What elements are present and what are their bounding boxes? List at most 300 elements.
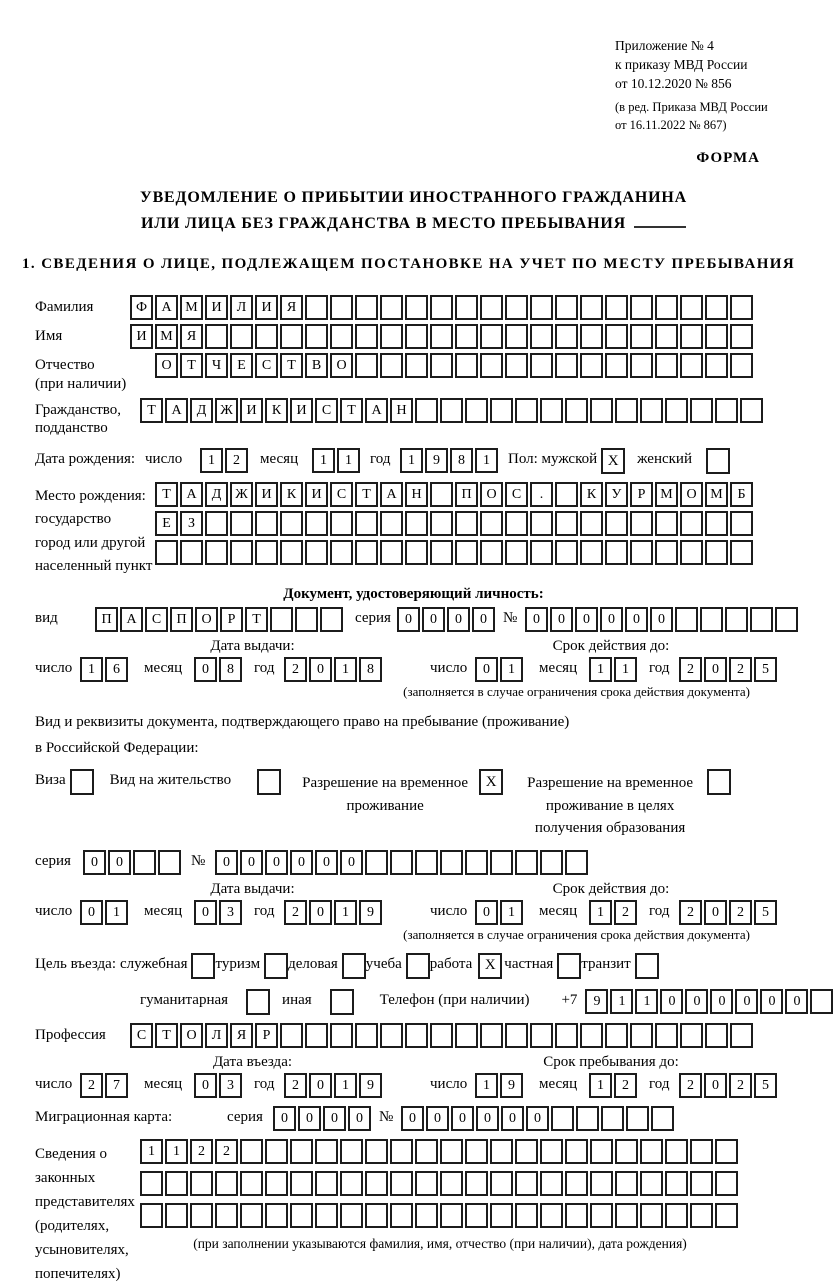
char-cell[interactable] [605,295,628,320]
char-cell[interactable] [680,1023,703,1048]
char-cell[interactable] [340,1203,363,1228]
char-cell[interactable] [295,607,318,632]
char-cell[interactable] [305,295,328,320]
char-cell[interactable]: 2 [284,900,307,925]
char-cell[interactable]: С [145,607,168,632]
char-cell[interactable] [730,511,753,536]
char-cell[interactable] [665,1171,688,1196]
char-cell[interactable] [640,1139,663,1164]
char-cell[interactable]: 0 [273,1106,296,1131]
char-cell[interactable]: К [580,482,603,507]
char-cell[interactable]: Р [630,482,653,507]
char-cell[interactable] [405,540,428,565]
char-cell[interactable] [655,295,678,320]
char-cell[interactable]: 0 [340,850,363,875]
char-cell[interactable]: 0 [685,989,708,1014]
char-cell[interactable] [665,398,688,423]
char-cell[interactable] [355,324,378,349]
char-cell[interactable] [320,607,343,632]
char-cell[interactable]: Т [280,353,303,378]
char-cell[interactable] [455,540,478,565]
char-cell[interactable]: 0 [194,657,217,682]
char-cell[interactable] [465,1171,488,1196]
char-cell[interactable]: 0 [575,607,598,632]
char-cell[interactable] [158,850,181,875]
char-cell[interactable]: 0 [660,989,683,1014]
char-cell[interactable] [540,1171,563,1196]
char-cell[interactable]: 0 [397,607,420,632]
char-cell[interactable] [505,324,528,349]
char-cell[interactable] [490,398,513,423]
char-cell[interactable] [590,1203,613,1228]
char-cell[interactable] [530,1023,553,1048]
purpose-humanitarian-checkbox[interactable] [246,989,270,1015]
char-cell[interactable]: . [530,482,553,507]
char-cell[interactable] [240,1139,263,1164]
char-cell[interactable] [626,1106,649,1131]
char-cell[interactable]: А [365,398,388,423]
temp-residence-education-checkbox[interactable] [707,769,731,795]
char-cell[interactable] [430,482,453,507]
char-cell[interactable] [455,353,478,378]
char-cell[interactable] [555,1023,578,1048]
char-cell[interactable] [505,1023,528,1048]
char-cell[interactable] [540,1139,563,1164]
char-cell[interactable]: 0 [323,1106,346,1131]
residence-permit-checkbox[interactable] [257,769,281,795]
char-cell[interactable] [240,1171,263,1196]
char-cell[interactable] [140,1203,163,1228]
char-cell[interactable]: 2 [225,448,248,473]
char-cell[interactable] [540,398,563,423]
char-cell[interactable]: 8 [359,657,382,682]
char-cell[interactable] [630,353,653,378]
char-cell[interactable]: И [240,398,263,423]
char-cell[interactable] [590,1171,613,1196]
char-cell[interactable] [155,540,178,565]
char-cell[interactable] [655,324,678,349]
char-cell[interactable]: 1 [475,448,498,473]
char-cell[interactable] [680,295,703,320]
char-cell[interactable] [705,1023,728,1048]
char-cell[interactable] [665,1203,688,1228]
char-cell[interactable] [705,353,728,378]
char-cell[interactable]: М [705,482,728,507]
char-cell[interactable] [430,353,453,378]
char-cell[interactable]: С [330,482,353,507]
char-cell[interactable]: 0 [298,1106,321,1131]
char-cell[interactable]: 1 [589,900,612,925]
char-cell[interactable]: 1 [105,900,128,925]
char-cell[interactable]: 0 [80,900,103,925]
char-cell[interactable]: Т [180,353,203,378]
char-cell[interactable]: С [255,353,278,378]
char-cell[interactable] [140,1171,163,1196]
char-cell[interactable] [380,353,403,378]
char-cell[interactable] [690,1139,713,1164]
char-cell[interactable] [305,540,328,565]
char-cell[interactable] [810,989,833,1014]
char-cell[interactable] [440,850,463,875]
char-cell[interactable]: 1 [312,448,335,473]
char-cell[interactable]: 0 [309,1073,332,1098]
char-cell[interactable]: 1 [334,1073,357,1098]
char-cell[interactable]: 9 [359,1073,382,1098]
purpose-study-checkbox[interactable] [406,953,430,979]
char-cell[interactable] [405,1023,428,1048]
char-cell[interactable] [340,1171,363,1196]
char-cell[interactable]: Ж [230,482,253,507]
char-cell[interactable] [290,1171,313,1196]
char-cell[interactable] [490,850,513,875]
char-cell[interactable] [265,1203,288,1228]
char-cell[interactable]: 1 [614,657,637,682]
char-cell[interactable] [750,607,773,632]
purpose-tourism-checkbox[interactable] [264,953,288,979]
char-cell[interactable]: 1 [334,657,357,682]
char-cell[interactable] [655,540,678,565]
char-cell[interactable]: 1 [337,448,360,473]
char-cell[interactable] [651,1106,674,1131]
char-cell[interactable]: 0 [625,607,648,632]
char-cell[interactable] [215,1171,238,1196]
char-cell[interactable] [380,511,403,536]
char-cell[interactable]: 9 [359,900,382,925]
char-cell[interactable] [530,353,553,378]
char-cell[interactable] [540,850,563,875]
char-cell[interactable] [415,398,438,423]
char-cell[interactable]: К [265,398,288,423]
char-cell[interactable] [390,1139,413,1164]
char-cell[interactable]: 3 [219,900,242,925]
char-cell[interactable] [315,1139,338,1164]
char-cell[interactable]: 0 [309,900,332,925]
char-cell[interactable]: Д [190,398,213,423]
char-cell[interactable]: А [380,482,403,507]
char-cell[interactable]: О [330,353,353,378]
char-cell[interactable] [630,511,653,536]
char-cell[interactable]: Т [245,607,268,632]
char-cell[interactable] [455,324,478,349]
purpose-other-checkbox[interactable] [330,989,354,1015]
char-cell[interactable]: О [180,1023,203,1048]
char-cell[interactable] [615,1171,638,1196]
char-cell[interactable] [405,295,428,320]
char-cell[interactable] [355,511,378,536]
purpose-transit-checkbox[interactable] [635,953,659,979]
char-cell[interactable] [465,398,488,423]
char-cell[interactable] [740,398,763,423]
char-cell[interactable]: О [195,607,218,632]
char-cell[interactable]: Р [220,607,243,632]
char-cell[interactable]: 1 [589,1073,612,1098]
char-cell[interactable] [601,1106,624,1131]
char-cell[interactable] [390,1171,413,1196]
char-cell[interactable] [440,1139,463,1164]
char-cell[interactable]: И [255,295,278,320]
char-cell[interactable]: 0 [315,850,338,875]
char-cell[interactable]: 0 [265,850,288,875]
char-cell[interactable] [655,511,678,536]
char-cell[interactable]: 0 [472,607,495,632]
char-cell[interactable]: И [130,324,153,349]
char-cell[interactable]: 8 [450,448,473,473]
char-cell[interactable]: 0 [83,850,106,875]
char-cell[interactable]: Л [230,295,253,320]
char-cell[interactable]: 2 [729,657,752,682]
char-cell[interactable] [165,1203,188,1228]
char-cell[interactable] [715,1139,738,1164]
char-cell[interactable]: Я [280,295,303,320]
char-cell[interactable]: О [680,482,703,507]
char-cell[interactable] [205,324,228,349]
char-cell[interactable]: 7 [105,1073,128,1098]
char-cell[interactable] [555,353,578,378]
char-cell[interactable] [615,1203,638,1228]
char-cell[interactable] [530,511,553,536]
char-cell[interactable]: 0 [735,989,758,1014]
char-cell[interactable] [615,398,638,423]
char-cell[interactable]: А [120,607,143,632]
char-cell[interactable]: 1 [589,657,612,682]
char-cell[interactable] [330,324,353,349]
char-cell[interactable]: Т [155,482,178,507]
char-cell[interactable]: 0 [475,900,498,925]
char-cell[interactable]: Ф [130,295,153,320]
char-cell[interactable]: 2 [284,657,307,682]
char-cell[interactable]: 3 [219,1073,242,1098]
char-cell[interactable]: Т [140,398,163,423]
char-cell[interactable]: Е [230,353,253,378]
char-cell[interactable] [265,1171,288,1196]
char-cell[interactable] [255,540,278,565]
char-cell[interactable] [730,324,753,349]
char-cell[interactable] [430,1023,453,1048]
char-cell[interactable] [680,353,703,378]
char-cell[interactable] [580,540,603,565]
char-cell[interactable] [730,353,753,378]
char-cell[interactable] [590,398,613,423]
char-cell[interactable]: 0 [422,607,445,632]
char-cell[interactable] [640,1171,663,1196]
char-cell[interactable] [480,295,503,320]
char-cell[interactable] [405,353,428,378]
char-cell[interactable]: Ж [215,398,238,423]
char-cell[interactable] [515,1139,538,1164]
char-cell[interactable] [705,511,728,536]
char-cell[interactable] [440,1171,463,1196]
sex-male-checkbox[interactable]: X [601,448,625,474]
char-cell[interactable]: П [170,607,193,632]
char-cell[interactable] [240,1203,263,1228]
char-cell[interactable]: 1 [475,1073,498,1098]
char-cell[interactable] [490,1171,513,1196]
char-cell[interactable] [540,1203,563,1228]
char-cell[interactable] [705,540,728,565]
char-cell[interactable]: 0 [501,1106,524,1131]
char-cell[interactable] [630,1023,653,1048]
char-cell[interactable] [280,324,303,349]
char-cell[interactable] [655,1023,678,1048]
char-cell[interactable] [580,353,603,378]
char-cell[interactable] [430,540,453,565]
char-cell[interactable] [355,540,378,565]
char-cell[interactable] [430,295,453,320]
char-cell[interactable] [515,1203,538,1228]
temp-residence-checkbox[interactable]: X [479,769,503,795]
char-cell[interactable]: С [315,398,338,423]
char-cell[interactable]: С [130,1023,153,1048]
char-cell[interactable]: 0 [550,607,573,632]
char-cell[interactable] [530,295,553,320]
char-cell[interactable] [580,295,603,320]
char-cell[interactable] [355,295,378,320]
char-cell[interactable] [730,295,753,320]
char-cell[interactable] [615,1139,638,1164]
char-cell[interactable] [440,398,463,423]
char-cell[interactable]: Д [205,482,228,507]
char-cell[interactable] [565,1203,588,1228]
char-cell[interactable]: П [95,607,118,632]
char-cell[interactable]: 1 [635,989,658,1014]
char-cell[interactable]: 0 [710,989,733,1014]
char-cell[interactable]: 2 [80,1073,103,1098]
char-cell[interactable]: С [505,482,528,507]
char-cell[interactable] [133,850,156,875]
char-cell[interactable]: М [655,482,678,507]
char-cell[interactable] [405,324,428,349]
char-cell[interactable]: 1 [165,1139,188,1164]
char-cell[interactable] [440,1203,463,1228]
char-cell[interactable] [405,511,428,536]
purpose-official-checkbox[interactable] [191,953,215,979]
char-cell[interactable] [290,1139,313,1164]
char-cell[interactable] [305,1023,328,1048]
char-cell[interactable]: 5 [754,1073,777,1098]
char-cell[interactable] [555,324,578,349]
char-cell[interactable] [640,1203,663,1228]
char-cell[interactable] [330,540,353,565]
char-cell[interactable]: 1 [400,448,423,473]
char-cell[interactable] [480,511,503,536]
char-cell[interactable] [580,1023,603,1048]
char-cell[interactable] [630,295,653,320]
char-cell[interactable] [230,324,253,349]
char-cell[interactable] [165,1171,188,1196]
char-cell[interactable] [365,1203,388,1228]
char-cell[interactable] [725,607,748,632]
char-cell[interactable]: Т [155,1023,178,1048]
char-cell[interactable] [415,850,438,875]
char-cell[interactable] [190,1203,213,1228]
char-cell[interactable] [390,1203,413,1228]
char-cell[interactable]: Я [180,324,203,349]
char-cell[interactable]: И [255,482,278,507]
char-cell[interactable] [515,398,538,423]
char-cell[interactable] [415,1203,438,1228]
char-cell[interactable] [700,607,723,632]
char-cell[interactable]: 9 [425,448,448,473]
char-cell[interactable] [315,1171,338,1196]
char-cell[interactable]: У [605,482,628,507]
char-cell[interactable]: 0 [525,607,548,632]
char-cell[interactable]: 0 [650,607,673,632]
char-cell[interactable]: Т [340,398,363,423]
char-cell[interactable] [365,850,388,875]
char-cell[interactable] [551,1106,574,1131]
purpose-business-checkbox[interactable] [342,953,366,979]
char-cell[interactable] [290,1203,313,1228]
char-cell[interactable] [690,1171,713,1196]
char-cell[interactable] [605,540,628,565]
char-cell[interactable]: П [455,482,478,507]
char-cell[interactable]: В [305,353,328,378]
char-cell[interactable] [715,398,738,423]
char-cell[interactable] [270,607,293,632]
char-cell[interactable]: 2 [190,1139,213,1164]
char-cell[interactable]: 0 [704,1073,727,1098]
char-cell[interactable]: 2 [729,900,752,925]
char-cell[interactable] [530,540,553,565]
char-cell[interactable]: Я [230,1023,253,1048]
char-cell[interactable] [555,540,578,565]
char-cell[interactable] [576,1106,599,1131]
char-cell[interactable]: 0 [194,1073,217,1098]
char-cell[interactable]: 0 [704,900,727,925]
char-cell[interactable] [430,324,453,349]
char-cell[interactable]: А [155,295,178,320]
char-cell[interactable] [265,1139,288,1164]
char-cell[interactable]: 2 [679,1073,702,1098]
char-cell[interactable]: 0 [526,1106,549,1131]
char-cell[interactable] [630,324,653,349]
char-cell[interactable] [455,295,478,320]
char-cell[interactable]: 0 [108,850,131,875]
char-cell[interactable]: 2 [215,1139,238,1164]
char-cell[interactable] [380,324,403,349]
char-cell[interactable] [690,1203,713,1228]
char-cell[interactable] [390,850,413,875]
char-cell[interactable] [380,1023,403,1048]
char-cell[interactable] [565,850,588,875]
char-cell[interactable]: 1 [610,989,633,1014]
char-cell[interactable] [565,1171,588,1196]
char-cell[interactable] [505,353,528,378]
char-cell[interactable] [205,540,228,565]
char-cell[interactable]: О [480,482,503,507]
char-cell[interactable] [205,511,228,536]
char-cell[interactable] [680,324,703,349]
char-cell[interactable] [775,607,798,632]
char-cell[interactable]: Н [390,398,413,423]
char-cell[interactable] [730,1023,753,1048]
char-cell[interactable] [555,511,578,536]
char-cell[interactable]: А [165,398,188,423]
char-cell[interactable]: 0 [194,900,217,925]
char-cell[interactable] [730,540,753,565]
char-cell[interactable]: 0 [760,989,783,1014]
char-cell[interactable]: Т [355,482,378,507]
char-cell[interactable] [355,353,378,378]
char-cell[interactable] [605,324,628,349]
char-cell[interactable] [380,540,403,565]
char-cell[interactable] [630,540,653,565]
char-cell[interactable] [465,850,488,875]
char-cell[interactable] [565,1139,588,1164]
char-cell[interactable]: 0 [240,850,263,875]
char-cell[interactable] [530,324,553,349]
char-cell[interactable] [180,540,203,565]
